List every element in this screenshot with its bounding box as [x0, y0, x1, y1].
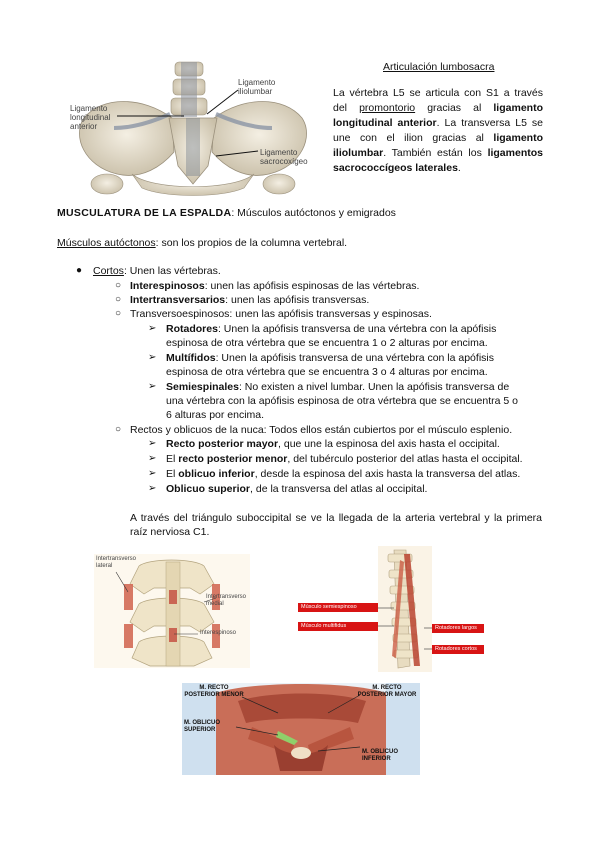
- cortos-rest: : Unen las vértebras.: [123, 265, 221, 277]
- list-item-intertransversarios: [130, 293, 369, 307]
- text-segment: , que une la espinosa del axis hasta el occipital.: [278, 438, 500, 450]
- lumbosacra-paragraph: [333, 86, 543, 176]
- bullet-arrow: ➢: [148, 352, 157, 363]
- list-item-recto-mayor: [166, 437, 500, 451]
- text-segment: , de la transversa del atlas al occipital.: [250, 483, 428, 495]
- tag-musculo-multifidus: Músculo multifidus: [298, 622, 378, 631]
- term-rotadores: Rotadores: [166, 323, 218, 335]
- list-item-semiespinales: [166, 380, 542, 394]
- label-ligamento-iliolumbar: Ligamento iliolumbar: [238, 78, 276, 96]
- label-intertransverso-lateral: Intertransverso lateral: [96, 556, 137, 569]
- text-segment: gracias al: [415, 102, 494, 114]
- term-recto-mayor: Recto posterior mayor: [166, 438, 279, 450]
- label-ligamento-longitudinal: Ligamento longitudinal anterior: [70, 104, 111, 131]
- term-multifidos: Multífidos: [166, 352, 216, 364]
- list-item-interespinosos: [130, 279, 419, 293]
- transversospinal-figure: [296, 546, 486, 672]
- autoctonos-line: [57, 236, 347, 250]
- list-item-semiespinales-cont: una vértebra con la apófisis espinosa de otra vértebra que se encuentra 5 o: [166, 395, 518, 407]
- term-oblicuo-inferior: oblicuo inferior: [178, 468, 255, 480]
- text-segment: : No existen a nivel lumbar. Unen la apófisis transversa de: [238, 381, 510, 393]
- label-ligamento-sacrocoxigeo: Ligamento sacrocoxígeo: [260, 148, 308, 166]
- autoctonos-label: Músculos autóctonos: [57, 237, 156, 249]
- list-item-recto-menor: [166, 452, 523, 466]
- suboccipital-figure: [182, 683, 420, 775]
- list-item-multifidos-cont: espinosa de otra vértebra que se encuentra 3 o 4 alturas por encima.: [166, 366, 488, 378]
- intertransverse-figure: [94, 554, 250, 668]
- term-intertransversarios: Intertransversarios: [130, 294, 226, 306]
- bullet-disc: ●: [76, 265, 83, 276]
- vertebrae-illustration: [94, 554, 250, 668]
- text-segment: La vértebra L5 se articula con S1 a través del: [333, 87, 543, 114]
- label-recto-posterior-mayor: M. RECTO POSTERIOR MAYOR: [357, 685, 417, 698]
- bullet-circle: ○: [115, 280, 122, 291]
- text-segment: . La transversa L5 se une con el ilion gracias al: [333, 117, 543, 144]
- bullet-arrow: ➢: [148, 453, 157, 464]
- list-item-transversoespinosos: Transversoespinosos: unen las apófisis transversas y espinosas.: [130, 308, 432, 320]
- text-segment: : Unen la apófisis transversa de una vértebra con la apófisis: [215, 352, 494, 364]
- bullet-arrow: ➢: [148, 381, 157, 392]
- bullet-circle: ○: [115, 294, 122, 305]
- bullet-circle: ○: [115, 308, 122, 319]
- section-title-rest: : Músculos autóctonos y emigrados: [231, 207, 396, 219]
- text-segment: . También están los: [383, 147, 488, 159]
- bullet-circle: ○: [115, 424, 122, 435]
- text-segment: : unen las apófisis transversas.: [225, 294, 370, 306]
- term-lig-longitudinal: ligamento longitudinal anterior: [333, 102, 543, 129]
- text-segment: .: [457, 162, 461, 174]
- term-lig-iliolumbar: ligamento iliolumbar: [333, 132, 543, 159]
- bullet-arrow: ➢: [148, 483, 157, 494]
- list-item-rotadores-cont: espinosa de otra vértebra que se encuentra 1 o 2 alturas por encima.: [166, 337, 488, 349]
- text-segment: : unen las apófisis espinosas de las vértebras.: [204, 280, 420, 292]
- lumbosacra-title: Articulación lumbosacra: [383, 61, 495, 73]
- bullet-arrow: ➢: [148, 468, 157, 479]
- autoctonos-rest: : son los propios de la columna vertebral.: [155, 237, 348, 249]
- section-title-caps: MUSCULATURA DE LA ESPALDA: [57, 207, 232, 219]
- text-segment: , desde la espinosa del axis hasta la transversa del atlas.: [254, 468, 521, 480]
- text-segment: : Unen la apófisis transversa de una vértebra con la apófisis: [217, 323, 497, 335]
- list-item-oblicuo-inferior: [166, 467, 520, 481]
- text-segment: El: [166, 468, 179, 480]
- term-semiespinales: Semiespinales: [166, 381, 239, 393]
- term-promontorio: promontorio: [359, 102, 416, 114]
- term-oblicuo-superior: Oblicuo superior: [166, 483, 251, 495]
- tag-rotadores-largos: Rotadores largos: [432, 624, 484, 633]
- label-intertransverso-medial: Intertransverso medial: [206, 594, 247, 607]
- pelvis-ligament-figure: [62, 56, 324, 198]
- term-recto-menor: recto posterior menor: [178, 453, 288, 465]
- label-oblicuo-inferior: M. OBLICUO INFERIOR: [362, 749, 398, 762]
- list-item-multifidos: [166, 351, 542, 365]
- label-oblicuo-superior: M. OBLICUO SUPERIOR: [184, 720, 220, 733]
- bullet-arrow: ➢: [148, 323, 157, 334]
- text-segment: , del tubérculo posterior del atlas hasta el occipital.: [287, 453, 523, 465]
- list-item-rotadores: [166, 322, 542, 336]
- bullet-arrow: ➢: [148, 438, 157, 449]
- tag-rotadores-cortos: Rotadores cortos: [432, 645, 484, 654]
- list-item-oblicuo-superior: [166, 482, 427, 496]
- cortos-label: Cortos: [93, 265, 124, 277]
- label-recto-posterior-menor: M. RECTO POSTERIOR MENOR: [184, 685, 244, 698]
- list-item-cortos: [93, 264, 221, 278]
- label-interespinoso: Interespinoso: [200, 630, 237, 636]
- term-lig-sacrococcigeos: ligamentos sacrococcígeos laterales: [333, 147, 543, 174]
- triangulo-suboccipital-paragraph: A través del triángulo suboccipital se ve la llegada de la arteria vertebral y la primera raíz nerviosa C1.: [130, 512, 542, 538]
- section-title: [57, 206, 396, 220]
- text-segment: El: [166, 453, 179, 465]
- list-item-rectos-oblicuos: Rectos y oblicuos de la nuca: Todos ellos están cubiertos por el músculo esplenio.: [130, 424, 513, 436]
- tag-musculo-semiespinoso: Músculo semiespinoso: [298, 603, 378, 612]
- term-interespinosos: Interespinosos: [130, 280, 205, 292]
- list-item-semiespinales-cont2: 6 alturas por encima.: [166, 409, 265, 421]
